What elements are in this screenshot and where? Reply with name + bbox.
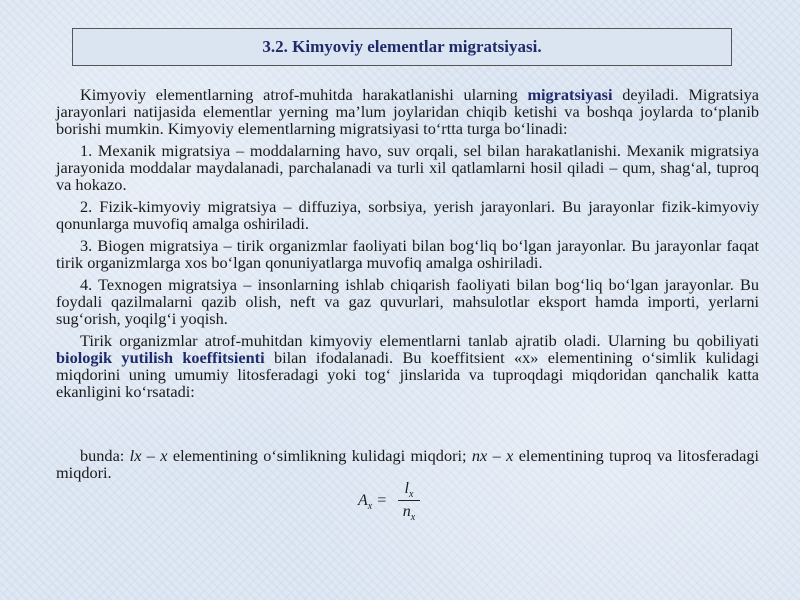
formula-fraction bbox=[398, 480, 420, 523]
title-box bbox=[72, 28, 732, 66]
paragraph-coefficient bbox=[56, 332, 759, 400]
text-run: – bbox=[487, 446, 507, 465]
var-x: x bbox=[160, 446, 168, 465]
formula-numerator bbox=[398, 480, 420, 501]
formula-denominator-symbol: n bbox=[402, 503, 411, 520]
coefficient-formula bbox=[358, 480, 428, 530]
formula-lhs bbox=[358, 492, 387, 512]
text-run: deyiladi. Migratsiya jarayonlari natijasida elementlar yerning ma’lum joylaridan chiqib ketishi va boshqa joylarda to‘planib borishi mumkin. Kimyoviy elementlarning migratsiyasi to‘rtta turga bo‘linadi: bbox=[56, 85, 759, 138]
text-run: Kimyoviy elementlarning atrof-muhitda harakatlanishi ularning bbox=[80, 85, 528, 104]
paragraph-technogenic: 4. Texnogen migratsiya – insonlarning ishlab chiqarish faoliyati bilan bog‘liq bo‘lgan jarayonlar. Bu foydali qazilmalarni qazib olish, neft va gaz quvurlari, mahsulotlar eksport hamda importi, yerlarni sug‘orish, yoqilg‘i yoqish. bbox=[56, 275, 759, 328]
term-coefficient: biologik yutilish koeffitsienti bbox=[56, 348, 265, 367]
paragraph-biogenic: 3. Biogen migratsiya – tirik organizmlar faoliyati bilan bog‘liq bo‘lgan jarayonlar. Bu jarayonlar faqat tirik organizmlarga xos bo‘lgan qonuniyatlarga muvofiq amalga oshiriladi. bbox=[56, 236, 759, 272]
formula-numerator-subscript: x bbox=[409, 489, 414, 501]
var-x: x bbox=[506, 446, 514, 465]
section-title: 3.2. Kimyoviy elementlar migratsiyasi. bbox=[262, 37, 542, 56]
text-run: – bbox=[141, 446, 161, 465]
var-nx: nx bbox=[471, 446, 488, 465]
text-run: bilan ifodalanadi. Bu koeffitsient «x» elementining o‘simlik kulidagi miqdorini uning umumiy litosferadagi yoki tog‘ jinslarida va tuproqdagi miqdoridan qanchalik katta ekanligini ko‘rsatadi: bbox=[56, 348, 759, 401]
text-run: elementining o‘simlikning kulidagi miqdori; bbox=[167, 446, 472, 465]
formula-equals: = bbox=[376, 492, 388, 509]
paragraph-mechanical: 1. Mexanik migratsiya – moddalarning havo, suv orqali, sel bilan harakatlanishi. Mexanik migratsiya jarayonida moddalar maydalanadi, parchalanadi va turli xil qatlamlarni hosil qiladi – qum, shag‘al, tuproq va hokazo. bbox=[56, 141, 759, 194]
formula-denominator bbox=[398, 503, 420, 523]
text-run: bunda: bbox=[80, 446, 130, 465]
paragraph-physico-chemical: 2. Fizik-kimyoviy migratsiya – diffuziya, sorbsiya, yerish jarayonlari. Bu jarayonlar fizik-kimyoviy qonunlarga muvofiq amalga oshiriladi. bbox=[56, 197, 759, 233]
formula-numerator-symbol: l bbox=[404, 480, 409, 497]
text-run: elementining tuproq va litosferadagi miqdori. bbox=[56, 446, 760, 482]
formula-denominator-subscript: x bbox=[410, 512, 416, 524]
formula-lhs-symbol: A bbox=[358, 492, 368, 509]
text-run: Tirik organizmlar atrof-muhitdan kimyoviy elementlarni tanlab ajratib oladi. Ularning bu qobiliyati bbox=[80, 331, 759, 350]
formula-gap bbox=[56, 405, 759, 447]
term-migratsiyasi: migratsiyasi bbox=[527, 85, 613, 104]
var-lx: lx bbox=[129, 446, 142, 465]
paragraph-legend bbox=[56, 447, 759, 481]
formula-lhs-subscript: x bbox=[367, 501, 373, 513]
paragraph-definition bbox=[56, 86, 759, 137]
document-body bbox=[56, 86, 759, 486]
